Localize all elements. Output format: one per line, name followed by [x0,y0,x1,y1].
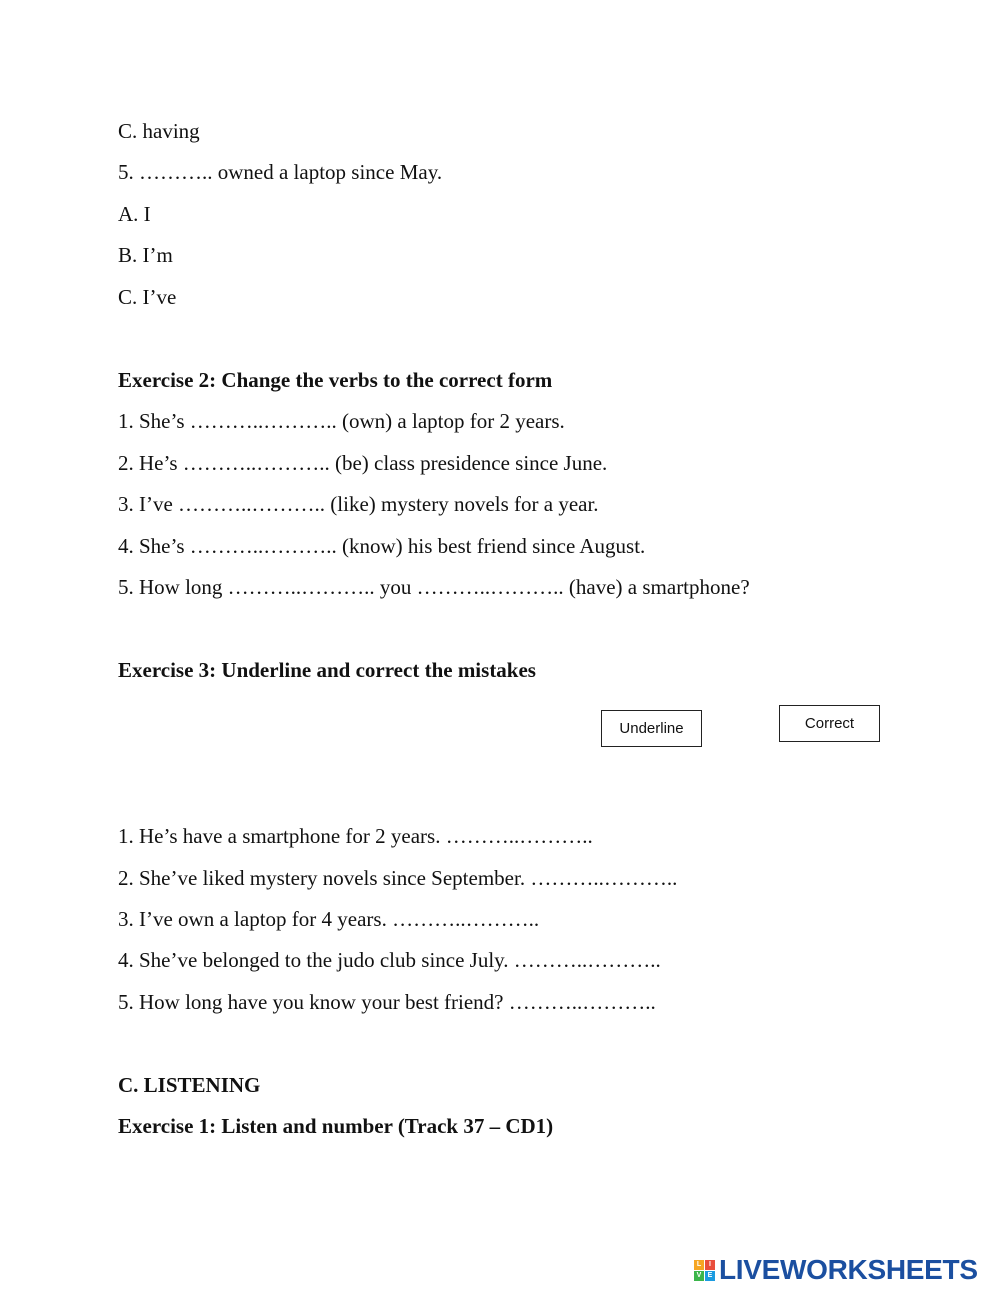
option-b: B. I’m [118,243,173,267]
option-c-having: C. having [118,119,200,143]
logo-text: LIVEWORKSHEETS [719,1254,978,1285]
exercise-2-item-1: 1. She’s ………..……….. (own) a laptop for 2 years. [118,409,565,433]
exercise-2-title: Exercise 2: Change the verbs to the correct form [118,368,553,392]
logo-mark-icon [694,1260,715,1281]
underline-button[interactable]: Underline [601,710,702,747]
logo-mark-letter-i: I [705,1260,715,1270]
logo-mark-letter-l: L [694,1260,704,1270]
exercise-3-item-3: 3. I’ve own a laptop for 4 years. ………..……….. [118,907,540,931]
exercise-3-item-4: 4. She’ve belonged to the judo club since July. ………..……….. [118,948,661,972]
listening-heading: C. LISTENING [118,1073,261,1097]
exercise-3-item-2: 2. She’ve liked mystery novels since September. ………..……….. [118,866,678,890]
correct-button[interactable]: Correct [779,705,880,742]
exercise-2-item-3: 3. I’ve ………..……….. (like) mystery novels for a year. [118,492,599,516]
liveworksheets-logo [694,1255,978,1285]
listening-exercise-1-title: Exercise 1: Listen and number (Track 37 – CD1) [118,1114,554,1138]
exercise-3-item-1: 1. He’s have a smartphone for 2 years. ………..……….. [118,824,593,848]
logo-mark-letter-e: E [705,1271,715,1281]
exercise-3-title: Exercise 3: Underline and correct the mistakes [118,658,536,682]
exercise-2-item-5: 5. How long ………..……….. you ………..……….. (have) a smartphone? [118,575,750,599]
exercise-3-item-5: 5. How long have you know your best friend? ………..……….. [118,990,656,1014]
option-c: C. I’ve [118,285,177,309]
exercise-2-item-4: 4. She’s ………..……….. (know) his best friend since August. [118,534,646,558]
exercise-2-item-2: 2. He’s ………..……….. (be) class presidence since June. [118,451,608,475]
logo-mark-letter-v: V [694,1271,704,1281]
question-5: 5. ……….. owned a laptop since May. [118,160,443,184]
option-a: A. I [118,202,151,226]
